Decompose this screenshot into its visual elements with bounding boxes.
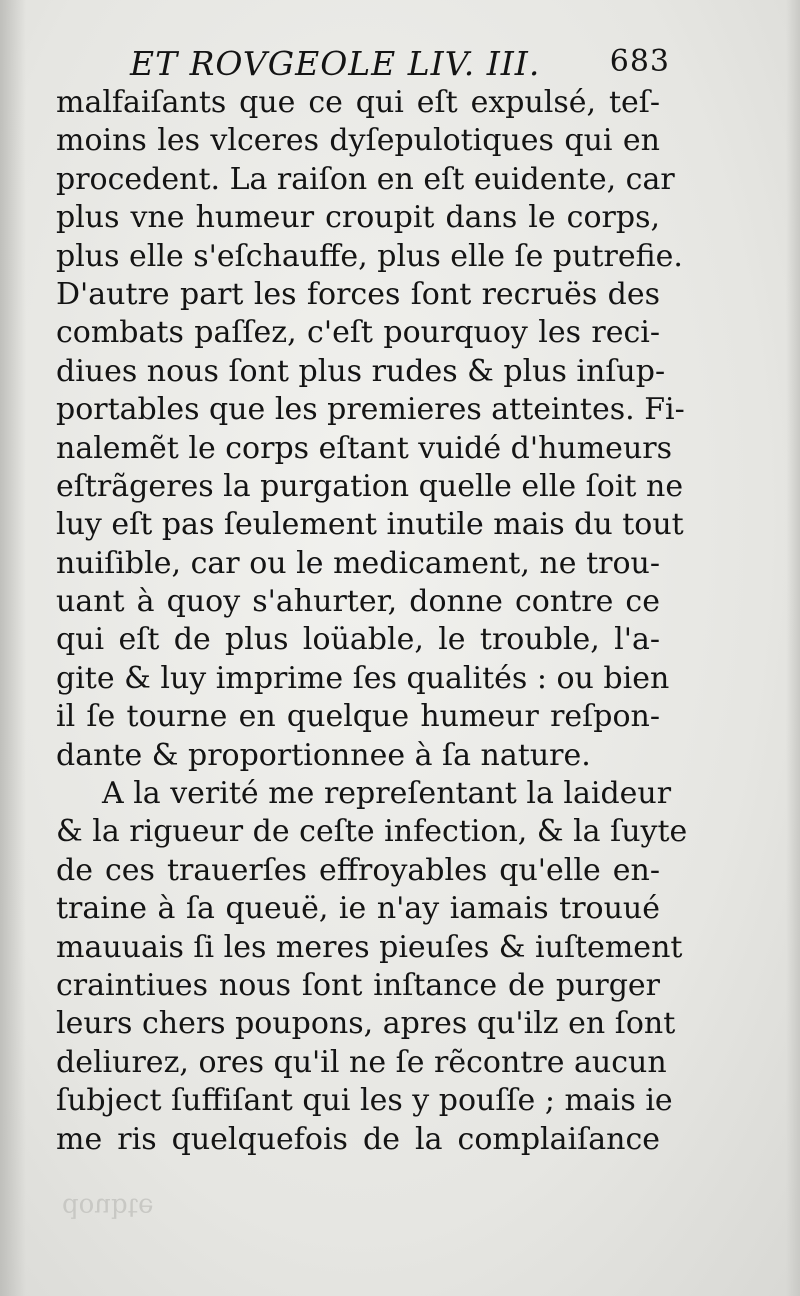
text-line: luy eſt pas ſeulement inutile mais du tout: [56, 507, 684, 543]
text-line: & la rigueur de ceſte infection, & la ſuyte: [56, 814, 688, 850]
text-line: il ſe tourne en quelque humeur reſpon-: [56, 699, 660, 735]
text-line: de ces trauerſes effroyables qu'elle en-: [56, 852, 660, 888]
text-line: diues nous ſont plus rudes & plus inſup-: [56, 353, 666, 389]
body-text: [56, 84, 688, 1159]
page-gutter-shadow: [0, 0, 26, 1296]
page-number: 683: [609, 44, 670, 79]
text-line: gite & luy imprime ſes qualités : ou bien: [56, 660, 670, 696]
text-line: me ris quelquefois de la complaiſance: [56, 1121, 660, 1157]
text-line: eſtrãgeres la purgation quelle elle ſoit ne: [56, 468, 684, 504]
text-line: moins les vlceres dyſepulotiques qui en: [56, 123, 660, 159]
text-line: plus elle s'eſchauffe, plus elle ſe putrefie.: [56, 238, 683, 274]
text-line: portables que les premieres atteintes. Fi-: [56, 392, 685, 428]
text-line: dante & proportionnee à ſa nature.: [56, 737, 591, 773]
text-line: malfaiſants que ce qui eſt expulsé, teſ-: [56, 85, 660, 120]
text-line: craintiues nous ſont inſtance de purger: [56, 967, 660, 1003]
text-line: ſubject ſuffiſant qui les y pouſſe ; mais ie: [56, 1083, 673, 1119]
text-line: deliurez, ores qu'il ne ſe rẽcontre aucun: [56, 1044, 667, 1080]
page-edge-shadow: [786, 0, 800, 1296]
paragraph-1: [56, 84, 685, 775]
text-line: qui eſt de plus loüable, le trouble, l'a-: [56, 622, 660, 658]
text-line: A la verité me repreſentant la laideur: [102, 776, 672, 812]
text-line: plus vne humeur croupit dans le corps,: [56, 200, 660, 236]
text-line: D'autre part les forces ſont recruës des: [56, 276, 660, 312]
text-line: combats paſſez, c'eſt pourquoy les reci-: [56, 315, 660, 351]
running-title: ET ROVGEOLE LIV. III.: [130, 44, 541, 83]
text-line: procedent. La raiſon en eſt euidente, car: [56, 161, 675, 197]
text-line: nuiſible, car ou le medicament, ne trou-: [56, 545, 660, 581]
text-line: leurs chers poupons, apres qu'ilz en ſont: [56, 1006, 676, 1042]
paragraph-2: [56, 775, 688, 1159]
text-line: uant à quoy s'ahurter, donne contre ce: [56, 584, 660, 620]
show-through-text: doubte: [62, 1192, 154, 1222]
text-line: mauuais ſi les meres pieuſes & iuſtement: [56, 929, 683, 965]
text-line: nalemẽt le corps eſtant vuidé d'humeurs: [56, 430, 672, 466]
text-line: traine à ſa queuë, ie n'ay iamais trouué: [56, 891, 660, 927]
